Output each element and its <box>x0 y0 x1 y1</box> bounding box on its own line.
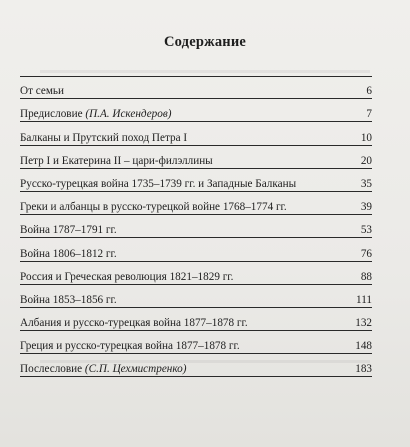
toc-entry-title: Послесловие <box>20 363 85 376</box>
toc-entry <box>20 287 372 310</box>
toc-page-number: 6 <box>366 85 372 98</box>
toc-divider <box>20 284 372 285</box>
toc-page-number: 53 <box>360 224 372 237</box>
toc-entry-title: Греки и албанцы в русско-турецкой войне 1768–1774 гг. <box>20 201 287 214</box>
toc-page-number: 148 <box>355 340 372 353</box>
toc-divider <box>20 76 372 77</box>
toc-entry-label <box>20 340 240 352</box>
table-of-contents <box>20 78 372 379</box>
toc-entry-label <box>20 201 287 213</box>
toc-divider <box>20 261 372 262</box>
toc-entry <box>20 101 372 124</box>
toc-page-number: 35 <box>360 177 372 190</box>
toc-entry <box>20 148 372 171</box>
toc-page-number: 20 <box>360 154 372 167</box>
toc-page-number: 76 <box>360 247 372 260</box>
toc-entry-label <box>20 294 117 306</box>
toc-entry <box>20 217 372 240</box>
toc-page-number: 10 <box>360 131 372 144</box>
toc-entry-title: Греция и русско-турецкая война 1877–1878 гг. <box>20 340 240 353</box>
toc-entry-label <box>20 155 213 167</box>
toc-entry <box>20 333 372 356</box>
toc-divider <box>20 353 372 354</box>
toc-divider <box>20 376 372 377</box>
toc-page-number: 111 <box>356 293 372 306</box>
toc-divider <box>20 145 372 146</box>
toc-entry-label <box>20 317 248 329</box>
toc-entry-label <box>20 363 186 375</box>
toc-divider <box>20 191 372 192</box>
page-title: Содержание <box>163 34 247 50</box>
toc-entry-label <box>20 108 171 120</box>
toc-entry-title: Балканы и Прутский поход Петра I <box>20 131 188 144</box>
toc-entry-title: Албания и русско-турецкая война 1877–1878 гг. <box>20 317 248 330</box>
toc-entry-label <box>20 248 117 260</box>
toc-entry-label <box>20 85 64 97</box>
toc-divider <box>20 98 372 99</box>
toc-entry-label <box>20 271 233 283</box>
toc-entry <box>20 356 372 379</box>
toc-entry-title: Россия и Греческая революция 1821–1829 гг. <box>20 270 234 283</box>
toc-entry-title: Русско-турецкая война 1735–1739 гг. и Западные Балканы <box>20 177 297 190</box>
show-through-shadow <box>40 70 370 73</box>
toc-entry-title: Война 1853–1856 гг. <box>20 293 117 306</box>
toc-entry <box>20 124 372 147</box>
toc-page-number: 132 <box>355 317 372 330</box>
toc-entry <box>20 171 372 194</box>
toc-divider <box>20 168 372 169</box>
toc-entry-title: Война 1787–1791 гг. <box>20 224 117 237</box>
toc-entry-label <box>20 178 296 190</box>
toc-divider <box>20 330 372 331</box>
toc-entry <box>20 264 372 287</box>
toc-divider <box>20 307 372 308</box>
toc-entry <box>20 240 372 263</box>
toc-divider <box>20 121 372 122</box>
toc-page-number: 7 <box>366 108 372 121</box>
toc-entry <box>20 194 372 217</box>
toc-page-number: 88 <box>360 270 372 283</box>
toc-entry <box>20 78 372 101</box>
toc-divider <box>20 237 372 238</box>
toc-entry-title: Предисловие <box>20 108 86 121</box>
toc-entry-title: Петр I и Екатерина II – цари-филэллины <box>20 154 213 167</box>
toc-entry-title: От семьи <box>20 85 65 98</box>
toc-page-number: 39 <box>360 201 372 214</box>
toc-page-number: 183 <box>355 363 372 376</box>
toc-entry-label <box>20 224 117 236</box>
toc-entry <box>20 310 372 333</box>
toc-divider <box>20 214 372 215</box>
toc-entry-author: (П.А. Искендеров) <box>85 108 172 121</box>
toc-entry-author: (С.П. Цехмистренко) <box>84 363 187 376</box>
toc-entry-title: Война 1806–1812 гг. <box>20 247 117 260</box>
toc-entry-label <box>20 132 187 144</box>
